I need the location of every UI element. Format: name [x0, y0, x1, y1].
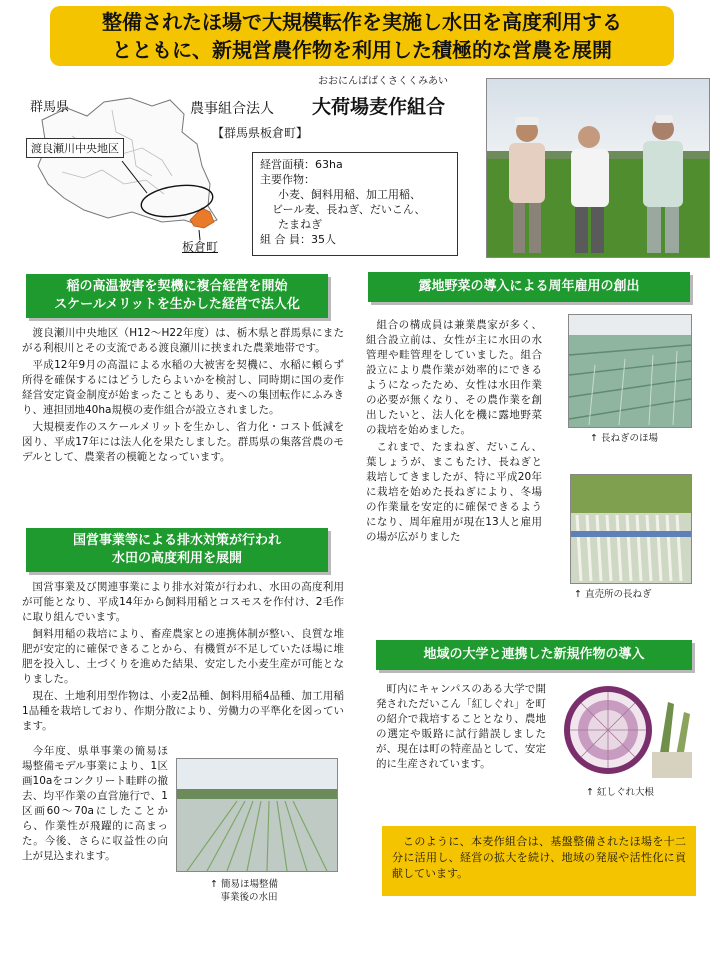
section4-heading — [376, 640, 692, 670]
info-crops-line2: ビール麦、長ねぎ、だいこん、 — [272, 203, 426, 216]
section1-heading-line2: スケールメリットを生かした経営で法人化 — [54, 297, 300, 312]
section1-paragraph: 大規模麦作のスケールメリットを生かし、省力化・コスト低減を図り、平成17年には法人化を果たしました。群馬県の集落営農のモデルとして、農業者の模範となっています。 — [22, 421, 344, 463]
section3-paragraph: 組合の構成員は兼業農家が多く、組合設立前は、女性が主に水田の水管理や畦管理をしていました。組合設立により農作業が効率的にできるようになったため、女性は水田作業の必要が無くなり、その農作業を創出したいと、法人化を機に露地野菜の栽培を始めました。 — [366, 319, 542, 436]
section2-heading — [26, 528, 328, 572]
leek-shop-caption: ↑ 直売所の長ねぎ — [574, 589, 652, 600]
info-crops-line1: 小麦、飼料用稲、加工用稲、 — [278, 188, 421, 201]
conclusion-text: このように、本麦作組合は、基盤整備されたほ場を十二分に活用し、経営の拡大を続け、地域の発展や活性化に貢献しています。 — [392, 835, 686, 880]
section4-body — [376, 682, 546, 774]
conclusion-box — [382, 826, 696, 896]
title-line-2: とともに、新規営農作物を利用した積極的な営農を展開 — [112, 38, 612, 62]
section1-paragraph: 平成12年9月の高温による水稲の大被害を契機に、水稲に頼らず所得を確保するにはどうしたらよいかを検討し、同時期に国の麦作経営安定資金制度が始まったこともあり、麦への集団転作にふみきり、連担団地40ha規模の麦作組合が設立されました。 — [22, 359, 344, 416]
org-location: 【群馬県板倉町】 — [212, 126, 309, 140]
radish-photo — [556, 682, 692, 778]
section1-paragraph: 渡良瀬川中央地区（H12～H22年度）は、栃木県と群馬県にまたがる利根川とその支流である渡良瀬川に挟まれた農業地帯です。 — [22, 327, 344, 354]
leek-shop-photo — [570, 474, 692, 584]
section2-body-wrap — [22, 744, 168, 866]
info-crops-label: 主要作物： — [260, 173, 315, 186]
section1-body — [22, 326, 344, 467]
section3-heading-text: 露地野菜の導入による周年雇用の創出 — [418, 279, 640, 294]
prefecture-label: 群馬県 — [30, 100, 70, 115]
management-info-box — [252, 152, 458, 256]
org-type: 農事組合法人 — [190, 101, 274, 117]
section2-paragraph: 国営事業及び関連事業により排水対策が行われ、水田の高度利用が可能となり、平成14年から飼料用稲とコスモスを作付け、2毛作に取り組んでいます。 — [22, 581, 344, 623]
paddy-caption-line1: ↑ 簡易ほ場整備 — [210, 879, 278, 890]
leek-field-caption: ↑ 長ねぎのほ場 — [590, 433, 658, 444]
section2-paragraph: 今年度、県単事業の簡易ほ場整備モデル事業により、1区画10aをコンクリート畦畔の撤去、均平作業の直営施行で、1区画60～70aにしたことから、作業性が飛躍的に高まった。今後、さらに収益性の向上が見込まれます。 — [22, 745, 168, 862]
section4-heading-text: 地域の大学と連携した新規作物の導入 — [423, 647, 645, 662]
org-name: 大荷場麦作組合 — [312, 96, 446, 118]
section3-body — [366, 318, 542, 547]
title-banner — [50, 6, 674, 66]
info-members: 組 合 員：35人 — [260, 233, 336, 246]
section1-heading — [26, 274, 328, 318]
paddy-field-photo — [176, 758, 338, 872]
info-crops-line3: たまねぎ — [278, 218, 322, 231]
paddy-field-caption — [210, 878, 278, 904]
section2-heading-line1: 国営事業等による排水対策が行われ — [72, 533, 281, 548]
district-label: 渡良瀬川中央地区 — [26, 138, 124, 158]
section3-paragraph: これまで、たまねぎ、だいこん、葉しょうが、まこもたけ、長ねぎと栽培してきましたが、特に平成20年に栽培を始めた長ねぎにより、冬場の作業量を安定的に確保できるようになり、周年雇用が現在13人と雇用の場が広がりました — [366, 441, 542, 543]
section2-heading-line2: 水田の高度利用を展開 — [111, 551, 242, 566]
section2-paragraph: 現在、土地利用型作物は、小麦2品種、飼料用稲4品種、加工用稲1品種を栽培しており、作期分散により、労働力の平準化を図っています。 — [22, 690, 344, 732]
section4-paragraph: 町内にキャンパスのある大学で開発されただいこん「紅しぐれ」を町の紹介で栽培することとなり、農地の選定や販路に試行錯誤しましたが、現在は町の特産品として、安定的に生産されています。 — [376, 683, 546, 770]
section1-heading-line1: 稲の高温被害を契機に複合経営を開始 — [66, 279, 288, 294]
info-area: 経営面積：63ha — [260, 158, 343, 171]
section2-body — [22, 580, 344, 736]
section2-paragraph: 飼料用稲の栽培により、畜産農家との連携体制が整い、良質な堆肥が安定的に確保できることから、有機質が不足していたほ場に堆肥を投入し、土づくりを進めた結果、安定した小麦生産が可能となりました。 — [22, 628, 344, 685]
radish-caption: ↑ 紅しぐれ大根 — [586, 787, 654, 798]
paddy-caption-line2: 事業後の水田 — [220, 892, 278, 903]
town-label: 板倉町 — [182, 240, 219, 254]
leek-field-photo — [568, 314, 692, 428]
members-photo — [486, 78, 710, 258]
org-ruby: おおにんばばくさくくみあい — [318, 76, 448, 87]
section3-heading — [368, 272, 690, 302]
title-line-1: 整備されたほ場で大規模転作を実施し水田を高度利用する — [102, 10, 622, 34]
